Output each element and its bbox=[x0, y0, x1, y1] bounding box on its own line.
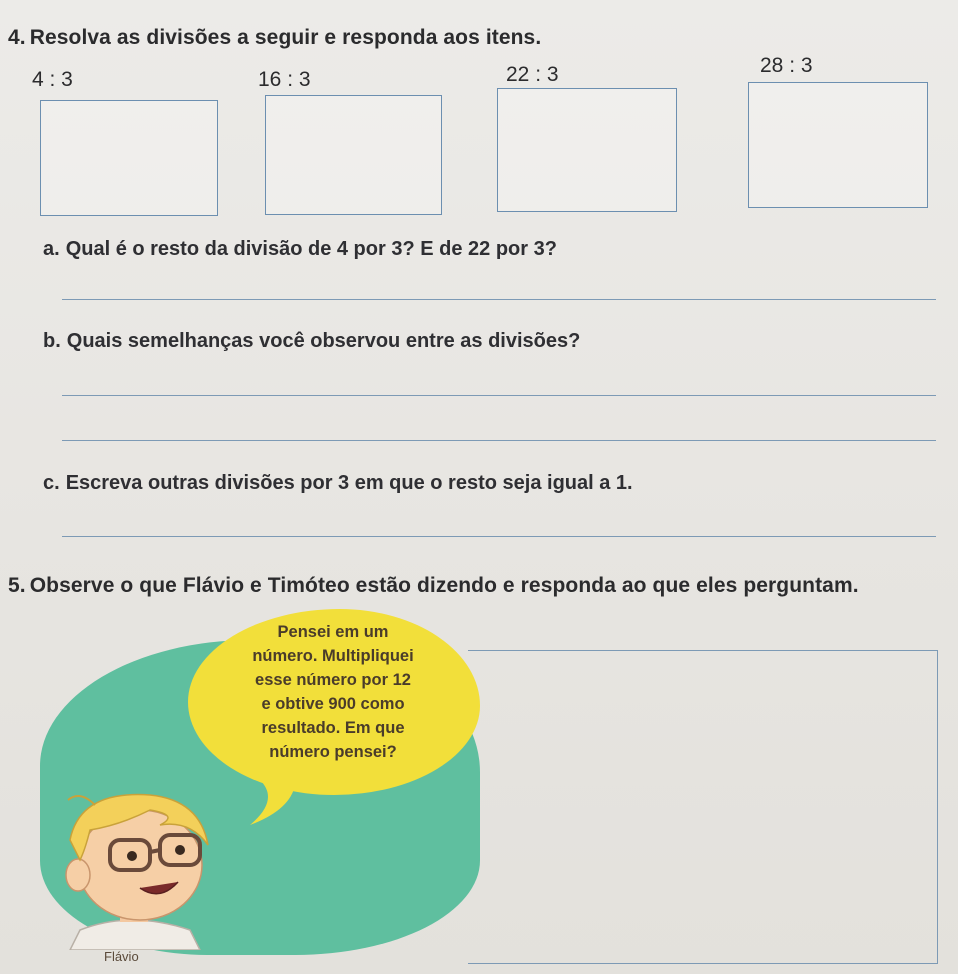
speech-bubble-tail bbox=[240, 780, 300, 830]
division-label-2: 16 : 3 bbox=[258, 68, 311, 91]
item-b-question bbox=[43, 330, 580, 353]
division-label-4: 28 : 3 bbox=[760, 54, 813, 77]
item-a-answer-line[interactable] bbox=[62, 299, 936, 300]
exercise-4-number: 4. bbox=[8, 26, 26, 49]
item-c-answer-line[interactable] bbox=[62, 536, 936, 537]
item-b-text: Quais semelhanças você observou entre as divisões? bbox=[66, 330, 581, 352]
speech-bubble-text bbox=[208, 620, 458, 764]
item-b-answer-line-1[interactable] bbox=[62, 395, 936, 396]
division-answer-box-3[interactable] bbox=[497, 88, 677, 212]
item-b-answer-line-2[interactable] bbox=[62, 440, 936, 441]
flavio-character-illustration bbox=[40, 770, 240, 950]
exercise-4-instruction: Resolva as divisões a seguir e responda aos itens. bbox=[29, 26, 542, 49]
division-label-3: 22 : 3 bbox=[506, 63, 559, 86]
division-label-1: 4 : 3 bbox=[32, 68, 73, 91]
character-name-label: Flávio bbox=[104, 949, 139, 964]
speech-line-5: resultado. Em que bbox=[261, 719, 405, 737]
division-answer-box-2[interactable] bbox=[265, 95, 442, 215]
item-c-letter: c. bbox=[43, 472, 60, 494]
item-a-text: Qual é o resto da divisão de 4 por 3? E de 22 por 3? bbox=[65, 238, 557, 260]
division-answer-box-1[interactable] bbox=[40, 100, 218, 216]
item-a-letter: a. bbox=[43, 238, 60, 260]
speech-line-1: Pensei em um bbox=[277, 623, 389, 641]
speech-line-6: número pensei? bbox=[269, 743, 397, 761]
speech-line-2: número. Multipliquei bbox=[252, 647, 414, 665]
division-answer-box-4[interactable] bbox=[748, 82, 928, 208]
exercise-5-number: 5. bbox=[8, 574, 26, 597]
speech-line-4: e obtive 900 como bbox=[261, 695, 405, 713]
exercise-4-heading bbox=[8, 26, 541, 50]
item-b-letter: b. bbox=[43, 330, 61, 352]
item-a-question bbox=[43, 238, 557, 261]
item-c-text: Escreva outras divisões por 3 em que o resto seja igual a 1. bbox=[65, 472, 633, 494]
exercise-5-heading bbox=[8, 574, 859, 598]
speech-line-3: esse número por 12 bbox=[255, 671, 411, 689]
item-c-question bbox=[43, 472, 633, 495]
exercise-5-instruction: Observe o que Flávio e Timóteo estão dizendo e responda ao que eles perguntam. bbox=[29, 574, 859, 597]
exercise-5-answer-area[interactable] bbox=[468, 650, 938, 964]
